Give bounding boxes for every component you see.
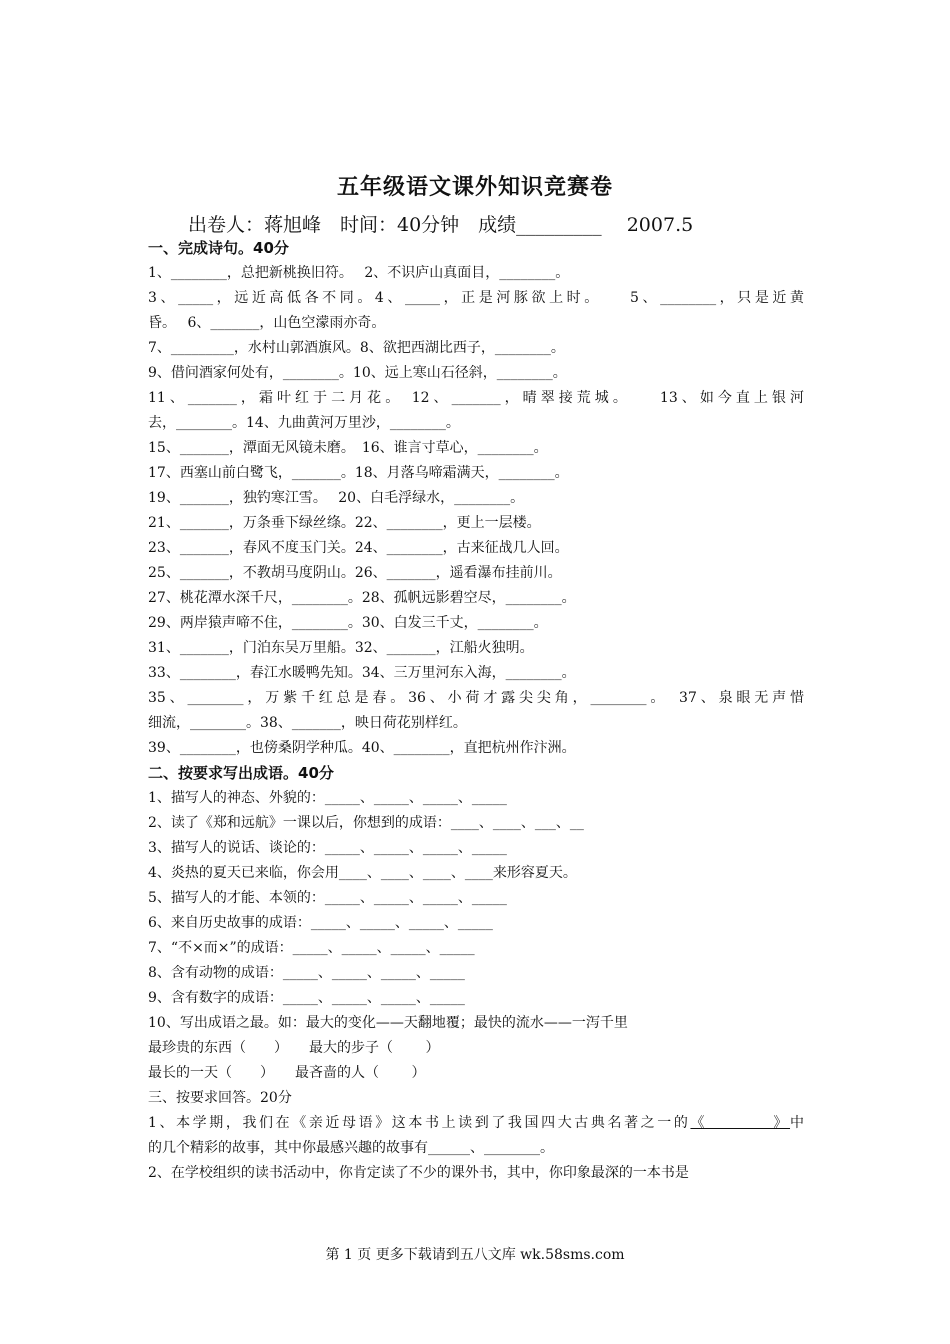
question-line: 3、描写人的说话、谈论的：_____、_____、_____、_____ [148, 840, 507, 856]
question-line: 21、_______，万条垂下绿丝绦。22、________，更上一层楼。 [148, 515, 541, 531]
question-line: 6、来自历史故事的成语：_____、_____、_____、_____ [148, 915, 493, 931]
question-line: 29、两岸猿声啼不住，________。30、白发三千丈，________。 [148, 615, 548, 631]
question-line: 7、_________，水村山郭酒旗风。8、欲把西湖比西子，________。 [148, 340, 565, 356]
question-line: 最珍贵的东西（ ） 最大的步子（ ） [148, 1040, 440, 1056]
question-line: 4、炎热的夏天已来临，你会用____、____、____、____来形容夏天。 [148, 865, 577, 881]
question-text: 中 [790, 1115, 804, 1131]
question-line: 33、________，春江水暖鸭先知。34、三万里河东入海，________。 [148, 665, 576, 681]
section-answers [148, 1111, 804, 1186]
question-line: 的几个精彩的故事，其中你最感兴趣的故事有______、________。 [148, 1140, 554, 1156]
section-heading-poems: 一、完成诗句。40分 [148, 239, 289, 257]
section-idioms [148, 786, 804, 1086]
question-line: 9、含有数字的成语：_____、_____、_____、_____ [148, 990, 465, 1006]
question-line: 35、________，万紫千红总是春。36、小荷才露尖尖角，________。 37、泉眼无声惜 [148, 690, 804, 706]
question-line: 3、_____，远近高低各不同。4、_____，正是河豚欲上时。 5、________，只是近黄 [148, 290, 804, 306]
question-line: 1、描写人的神态、外貌的：_____、_____、_____、_____ [148, 790, 507, 806]
question-line: 1、________，总把新桃换旧符。 2、不识庐山真面目，________。 [148, 265, 570, 281]
question-text: 1、本学期，我们在《亲近母语》这本书上读到了我国四大古典名著之一的 [148, 1115, 691, 1131]
question-line: 31、_______，门泊东吴万里船。32、_______，江船火独明。 [148, 640, 534, 656]
question-line [148, 1111, 804, 1136]
question-line: 细流，________。38、_______，映日荷花别样红。 [148, 715, 467, 731]
exam-info: 出卷人：蒋旭峰 时间：40分钟 成绩_________ 2007.5 [188, 214, 694, 236]
page-title: 五年级语文课外知识竞赛卷 [336, 174, 613, 200]
question-line: 7、“不×而×”的成语：_____、_____、_____、_____ [148, 940, 475, 956]
question-line: 2、读了《郑和远航》一课以后，你想到的成语：____、____、___、__ [148, 815, 584, 831]
section-heading-answers: 三、按要求回答。20分 [148, 1090, 292, 1106]
question-line: 8、含有动物的成语：_____、_____、_____、_____ [148, 965, 465, 981]
page-footer: 第 1 页 更多下载请到五八文库 wk.58sms.com [325, 1247, 625, 1263]
question-line: 19、_______，独钓寒江雪。 20、白毛浮绿水，________。 [148, 490, 525, 506]
section-heading-idioms: 二、按要求写出成语。40分 [148, 764, 334, 782]
question-line: 10、写出成语之最。如：最大的变化——天翻地覆；最快的流水——一泻千里 [148, 1015, 628, 1031]
question-line: 25、_______，不教胡马度阴山。26、_______，遥看瀑布挂前川。 [148, 565, 562, 581]
question-line: 2、在学校组织的读书活动中，你肯定读了不少的课外书，其中，你印象最深的一本书是 [148, 1165, 689, 1181]
question-line: 39、________，也傍桑阴学种瓜。40、________，直把杭州作汴洲。 [148, 740, 576, 756]
question-line: 最长的一天（ ） 最吝啬的人（ ） [148, 1065, 426, 1081]
question-line: 27、桃花潭水深千尺，________。28、孤帆远影碧空尽，________。 [148, 590, 576, 606]
exam-content [148, 236, 804, 1186]
question-line: 17、西塞山前白鹭飞，_______。18、月落乌啼霜满天，________。 [148, 465, 569, 481]
question-line: 5、描写人的才能、本领的：_____、_____、_____、_____ [148, 890, 507, 906]
question-line: 11、_______，霜叶红于二月花。 12、_______，晴翠接荒城。 13、如今直上银河 [148, 390, 804, 406]
answer-blank: 《 》 [690, 1115, 791, 1131]
question-line: 15、_______，潭面无风镜未磨。 16、谁言寸草心，________。 [148, 440, 548, 456]
section-poems [148, 261, 804, 761]
question-line: 昏。 6、_______，山色空濛雨亦奇。 [148, 315, 386, 331]
question-line: 9、借问酒家何处有，________。10、远上寒山石径斜，________。 [148, 365, 567, 381]
question-line: 23、_______，春风不度玉门关。24、________，古来征战几人回。 [148, 540, 569, 556]
question-line: 去，________。14、九曲黄河万里沙，________。 [148, 415, 460, 431]
